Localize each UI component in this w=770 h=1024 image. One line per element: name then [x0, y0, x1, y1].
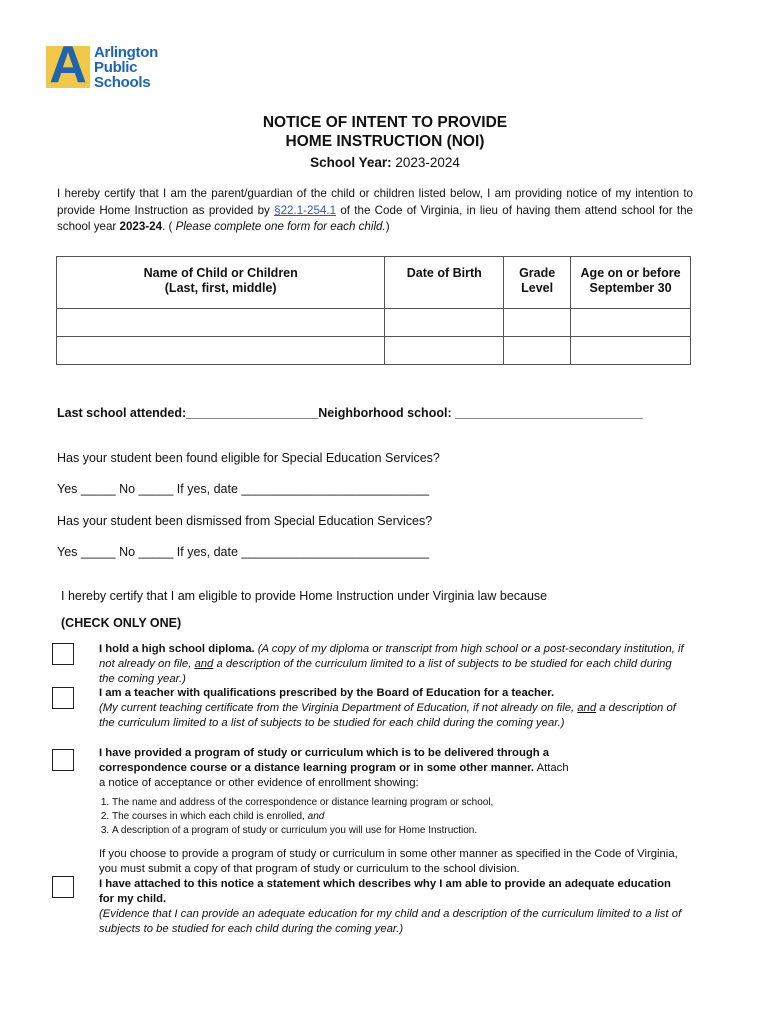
check-only-one: (CHECK ONLY ONE) — [61, 616, 182, 630]
header-grade — [504, 257, 571, 309]
header-age-l2: September 30 — [589, 281, 672, 295]
table-row — [57, 337, 691, 365]
children-table — [56, 256, 691, 365]
option-1-text — [99, 642, 684, 687]
option-3-list — [97, 796, 493, 838]
grade-cell[interactable] — [504, 309, 571, 337]
option-4-italic: (Evidence that I can provide an adequate education for my child and a description of the curriculum limited to a list of subjects to be studied for each child during the coming year.) — [99, 908, 682, 935]
certify-text-1: I hereby certify that I am the parent/guardian of the child or children listed below, I am providing notice of my intention to provide Home Instruction as provided by — [57, 187, 693, 217]
certify-text-4: ) — [385, 220, 390, 233]
option-1-checkbox[interactable] — [52, 643, 74, 665]
option-1-italic-2: a description of the curriculum limited to a list of subjects to be studied for each child during the coming year.) — [99, 658, 672, 685]
header-age — [571, 257, 691, 309]
code-link[interactable]: §22.1-254.1 — [274, 203, 337, 217]
option-1-and: and — [194, 658, 214, 670]
certify-paragraph — [57, 186, 693, 236]
option-3-rest: Attach a notice of acceptance or other evidence of enrollment showing: — [99, 762, 569, 789]
header-age-l1: Age on or before — [580, 266, 681, 280]
header-name-l2: (Last, first, middle) — [164, 281, 277, 295]
age-cell[interactable] — [571, 337, 691, 365]
list-item-and: and — [307, 811, 325, 822]
list-item: 3. A description of a program of study or curriculum you will use for Home Instruction. — [112, 824, 493, 838]
option-1-bold: I hold a high school diploma. — [99, 643, 255, 655]
list-item-text: The courses in which each child is enrolled, — [112, 811, 308, 822]
option-2-italic-1: (My current teaching certificate from the Virginia Department of Education, if not already on file, — [99, 702, 578, 714]
logo-line-3: Schools — [94, 74, 151, 91]
option-1-italic-1: (A copy of my diploma or transcript from high school or a post-secondary institution, if not already on file, — [99, 643, 684, 670]
option-3-bold: I have provided a program of study or curriculum which is to be delivered through a correspondence course or a distance learning program or in some other manner. — [99, 747, 550, 774]
logo-line-1: Arlington — [94, 44, 158, 61]
name-cell[interactable] — [57, 309, 385, 337]
option-3-checkbox[interactable] — [52, 749, 74, 771]
name-cell[interactable] — [57, 337, 385, 365]
header-grade-l2: Level — [521, 281, 554, 295]
option-2-checkbox[interactable] — [52, 687, 74, 709]
sped-dismissed-answer[interactable]: Yes _____ No _____ If yes, date ___________________________ — [57, 545, 430, 559]
last-school-field[interactable] — [57, 406, 643, 420]
sped-dismissed-question: Has your student been dismissed from Special Education Services? — [57, 514, 433, 528]
logo-letter: A — [49, 36, 87, 94]
certify-text-2: of the Code of Virginia, in lieu of having them attend school for the school year — [57, 203, 693, 233]
grade-cell[interactable] — [504, 337, 571, 365]
header-dob-l1: Date of Birth — [406, 266, 482, 280]
list-item — [112, 810, 493, 824]
sped-eligible-question: Has your student been found eligible for Special Education Services? — [57, 451, 440, 465]
school-year-value: 2023-2024 — [395, 155, 460, 170]
option-4-text — [99, 847, 684, 937]
certify-text-3: . ( — [162, 220, 176, 233]
neighborhood-label: Neighborhood school: ___________________________ — [318, 406, 643, 420]
option-4-bold: I have attached to this notice a statement which describes why I am able to provide an adequate education for my child. — [99, 878, 671, 905]
school-year-label: School Year: — [310, 155, 392, 170]
header-dob — [385, 257, 504, 309]
option-2-and: and — [577, 702, 597, 714]
option-2-italic-2: a description of the curriculum limited to a list of subjects to be studied for each child during the coming year.) — [99, 702, 676, 729]
list-item: 1. The name and address of the correspondence or distance learning program or school, — [112, 796, 493, 810]
option-2-bold: I am a teacher with qualifications prescribed by the Board of Education for a teacher. — [99, 687, 555, 699]
header-grade-l1: Grade — [519, 266, 556, 280]
sped-eligible-answer[interactable]: Yes _____ No _____ If yes, date ___________________________ — [57, 482, 430, 496]
certify-year: 2023-24 — [119, 220, 163, 233]
option-4-intro: If you choose to provide a program of study or curriculum in some other manner as specified in the Code of Virginia, you must submit a copy of that program of study or curriculum to the school division. — [99, 848, 678, 875]
table-header-row — [57, 257, 691, 309]
title-line-2: HOME INSTRUCTION (NOI) — [285, 133, 485, 150]
table-row — [57, 309, 691, 337]
logo-wordmark — [94, 45, 158, 90]
logo-line-2: Public — [94, 59, 138, 76]
option-4-checkbox[interactable] — [52, 876, 74, 898]
dob-cell[interactable] — [385, 337, 504, 365]
header-name — [57, 257, 385, 309]
option-2-text — [99, 686, 684, 731]
title-line-1: NOTICE OF INTENT TO PROVIDE — [262, 114, 508, 131]
certify-note: Please complete one form for each child. — [175, 220, 386, 233]
eligible-statement: I hereby certify that I am eligible to provide Home Instruction under Virginia law because — [61, 589, 548, 603]
dob-cell[interactable] — [385, 309, 504, 337]
last-school-label: Last school attended:___________________ — [57, 406, 319, 420]
age-cell[interactable] — [571, 309, 691, 337]
school-year — [0, 155, 770, 170]
header-name-l1: Name of Child or Children — [143, 266, 298, 280]
option-3-text — [99, 746, 569, 791]
